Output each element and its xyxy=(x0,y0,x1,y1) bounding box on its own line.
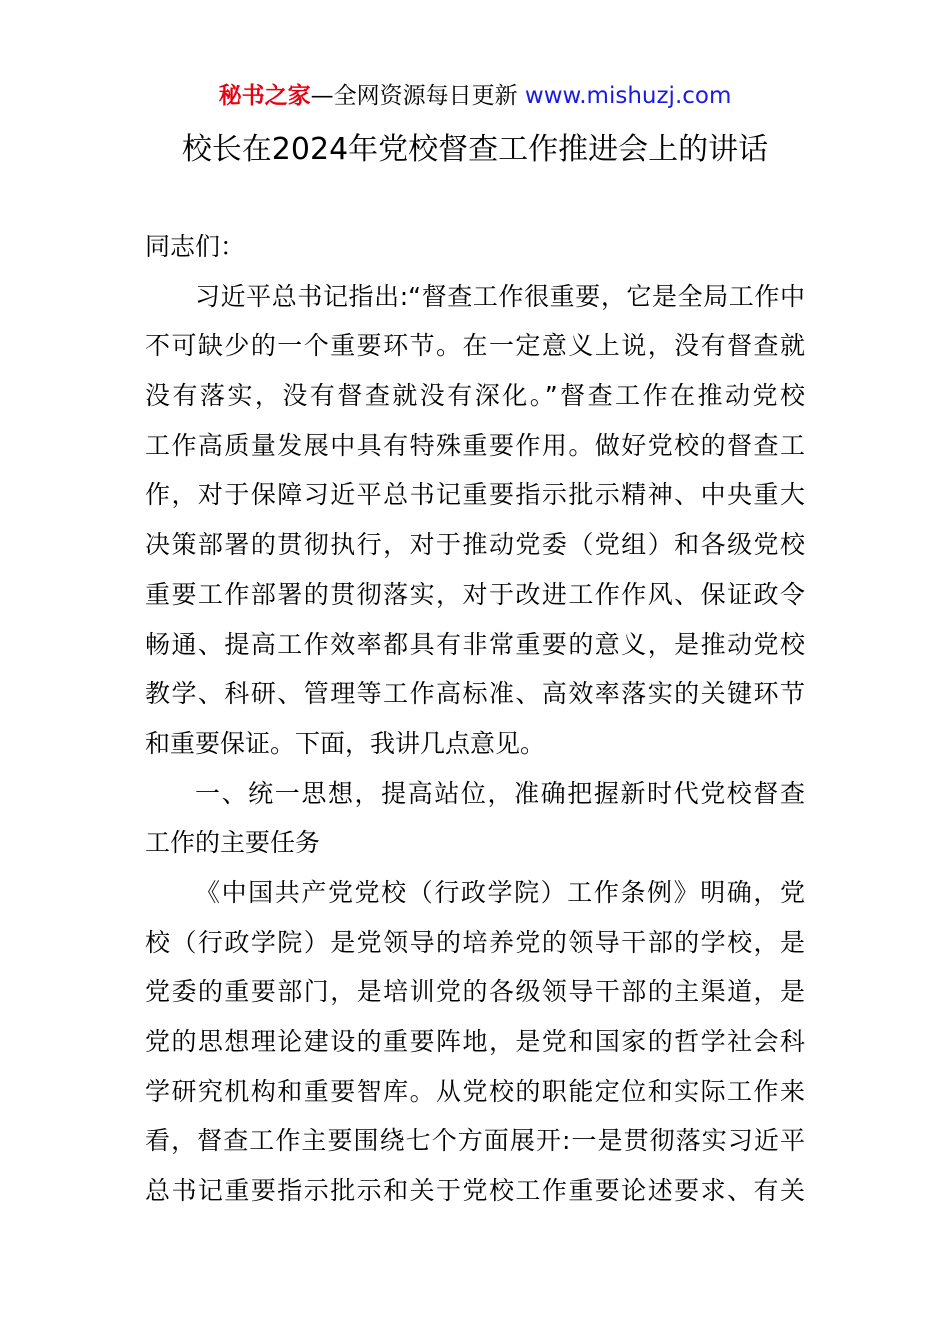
paragraph-line: 不可缺少的一个重要环节。在一定意义上说，没有督查就 xyxy=(145,331,805,361)
section-heading-line: 工作的主要任务 xyxy=(145,828,321,858)
document-body xyxy=(145,222,805,1216)
paragraph-line: 作，对于保障习近平总书记重要指示批示精神、中央重大 xyxy=(145,480,805,510)
paragraph-line: 党的思想理论建设的重要阵地，是党和国家的哲学社会科 xyxy=(145,1027,805,1056)
paragraph-line: 学研究机构和重要智库。从党校的职能定位和实际工作来 xyxy=(145,1076,805,1106)
document-title: 校长在2024年党校督查工作推进会上的讲话 xyxy=(181,132,769,167)
paragraph-line: 习近平总书记指出:“督查工作很重要，它是全局工作中 xyxy=(195,281,805,311)
paragraph-line: 重要工作部署的贯彻落实，对于改进工作作风、保证政令 xyxy=(145,579,805,609)
site-name: 秘书之家 xyxy=(218,83,311,109)
site-tagline: —全网资源每日更新 xyxy=(310,83,525,109)
paragraph-line: 党委的重要部门，是培训党的各级领导干部的主渠道，是 xyxy=(145,977,805,1007)
paragraph-line: 《中国共产党党校（行政学院）工作条例》明确，党 xyxy=(195,877,805,907)
paragraph-line: 和重要保证。下面，我讲几点意见。 xyxy=(145,728,546,758)
site-url-link[interactable]: www.mishuzj.com xyxy=(524,83,732,109)
paragraph-line: 没有落实，没有督查就没有深化。”督查工作在推动党校 xyxy=(145,381,805,411)
paragraph-line: 决策部署的贯彻执行，对于推动党委（党组）和各级党校 xyxy=(145,530,805,560)
paragraph-line: 工作高质量发展中具有特殊重要作用。做好党校的督查工 xyxy=(145,430,805,460)
paragraph-line: 总书记重要指示批示和关于党校工作重要论述要求、有关 xyxy=(145,1176,805,1206)
paragraph-line: 畅通、提高工作效率都具有非常重要的意义，是推动党校 xyxy=(145,629,805,659)
greeting: 同志们： xyxy=(145,232,246,261)
paragraph-line: 看，督查工作主要围绕七个方面展开:一是贯彻落实习近平 xyxy=(145,1126,805,1156)
section-heading-line: 一、统一思想，提高站位，准确把握新时代党校督查 xyxy=(195,778,805,808)
paragraph-line: 教学、科研、管理等工作高标准、高效率落实的关键环节 xyxy=(145,679,805,709)
site-header xyxy=(0,80,950,112)
paragraph-line: 校（行政学院）是党领导的培养党的领导干部的学校，是 xyxy=(145,927,805,957)
